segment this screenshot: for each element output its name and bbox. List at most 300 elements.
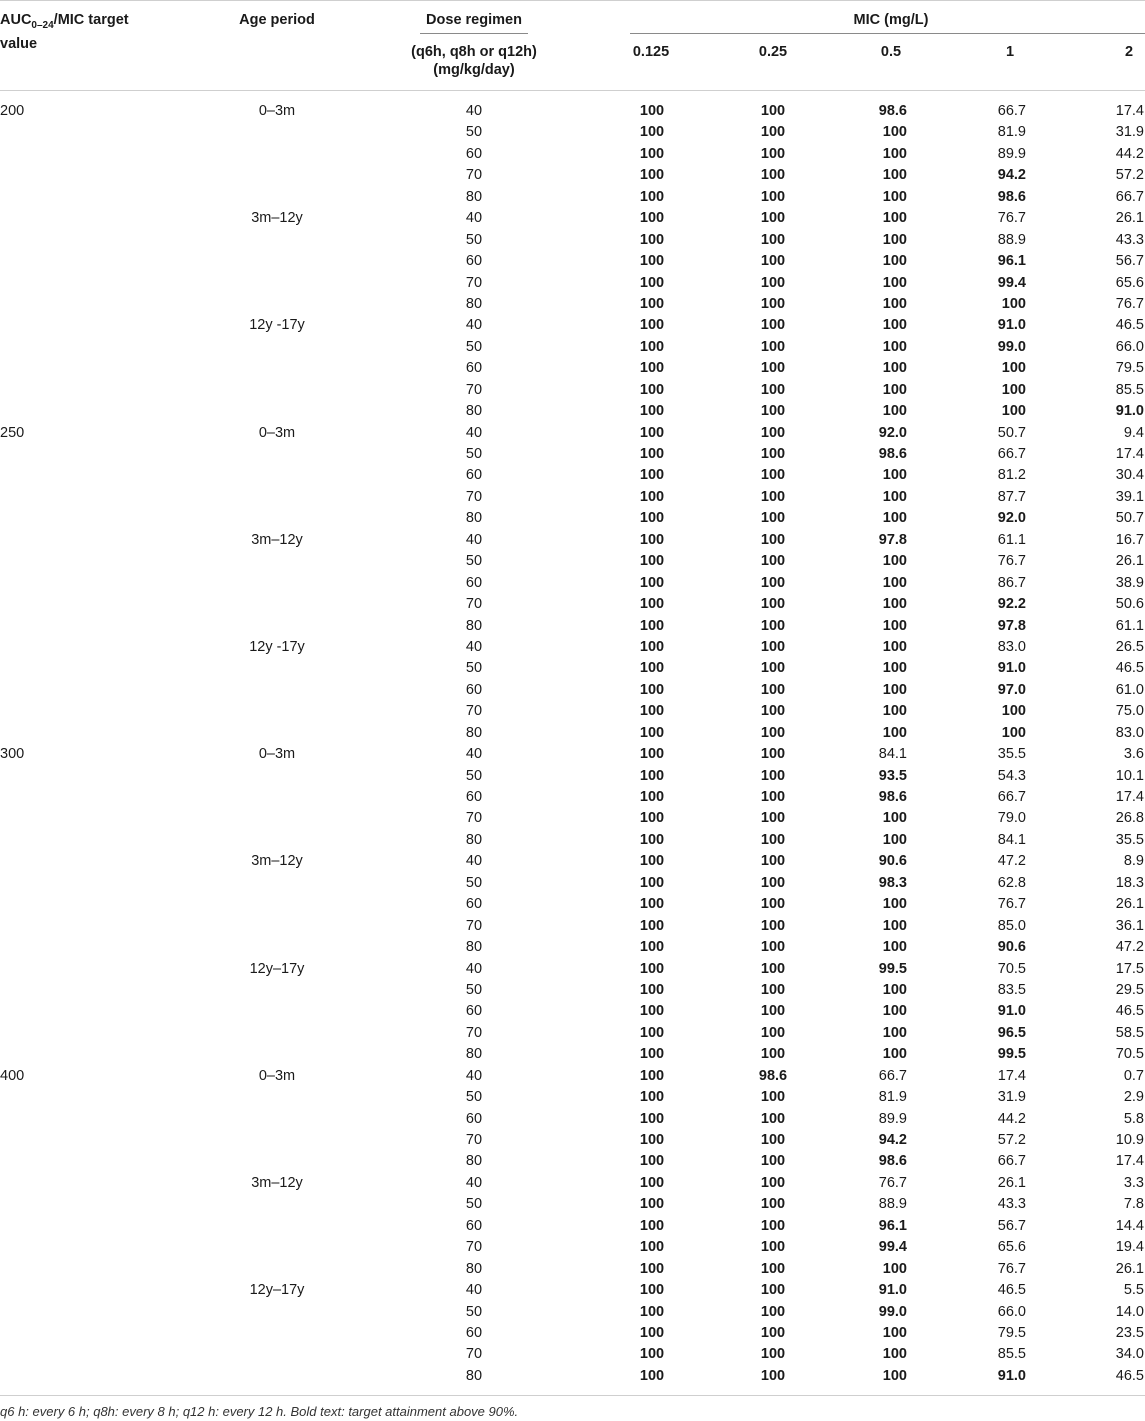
mic-value-cell: 100	[760, 1239, 786, 1256]
mic-value-cell: 61.1	[997, 531, 1026, 548]
table-row	[0, 337, 1145, 358]
mic-value-cell: 17.4	[1115, 1153, 1144, 1170]
table-row	[0, 658, 1145, 679]
mic-value-cell: 35.5	[997, 746, 1026, 763]
mic-value-cell: 100	[882, 724, 907, 741]
mic-value-cell: 100	[760, 917, 786, 934]
mic-value-cell: 92.2	[997, 596, 1026, 613]
mic-value-cell: 100	[760, 1174, 786, 1191]
dose-cell: 70	[465, 1132, 483, 1148]
mic-value-cell: 23.5	[1115, 1324, 1144, 1341]
mic-value-cell: 83.5	[997, 981, 1026, 998]
mic-value-cell: 100	[882, 681, 907, 698]
dose-cell: 80	[465, 831, 483, 848]
mic-value-cell: 100	[639, 703, 665, 720]
mic-value-cell: 100	[639, 810, 665, 827]
table-row	[0, 680, 1145, 701]
mic-value-cell: 100	[882, 981, 907, 998]
mic-value-cell: 100	[639, 1089, 665, 1106]
dose-cell: 80	[465, 1260, 483, 1277]
mic-value-cell: 100	[760, 1217, 786, 1234]
mic-value-cell: 100	[760, 231, 786, 248]
mic-value-cell: 100	[760, 853, 786, 870]
mic-value-cell: 66.7	[878, 1067, 907, 1084]
mic-value-cell: 100	[760, 681, 786, 698]
mic-value-cell: 3.6	[1123, 746, 1144, 763]
mic-value-cell: 100	[882, 274, 907, 291]
header-mic: MIC (mg/L)	[853, 12, 929, 28]
mic-value-cell: 50.7	[997, 424, 1026, 441]
mic-value-cell: 100	[760, 210, 786, 227]
mic-value-cell: 100	[882, 1367, 907, 1384]
mic-value-cell: 100	[882, 360, 907, 377]
mic-value-cell: 100	[760, 188, 786, 205]
mic-value-cell: 100	[760, 295, 786, 312]
mic-value-cell: 100	[1001, 403, 1026, 420]
mic-value-cell: 5.8	[1123, 1110, 1144, 1127]
age-period-cell: 3m–12y	[251, 1174, 303, 1191]
table-row	[0, 1130, 1145, 1151]
dose-cell: 50	[465, 1303, 483, 1320]
mic-value-cell: 100	[882, 488, 907, 505]
mic-value-cell: 98.6	[878, 1153, 907, 1170]
mic-value-cell: 31.9	[997, 1089, 1026, 1106]
table-row	[0, 573, 1145, 594]
mic-value-cell: 100	[760, 103, 786, 119]
mic-value-cell: 76.7	[997, 553, 1026, 570]
mic-value-cell: 100	[882, 831, 907, 848]
table-row	[0, 380, 1145, 401]
mic-value-cell: 100	[639, 360, 665, 377]
dose-cell: 40	[465, 531, 483, 548]
mic-value-cell: 100	[639, 981, 665, 998]
mic-value-cell: 100	[760, 338, 786, 355]
mic-value-cell: 100	[639, 553, 665, 570]
mic-value-cell: 100	[639, 210, 665, 227]
table-row	[0, 830, 1145, 851]
mic-value-cell: 100	[639, 617, 665, 634]
mic-value-cell: 100	[639, 1046, 665, 1063]
dose-cell: 60	[465, 360, 483, 377]
mic-value-cell: 26.1	[1115, 1260, 1144, 1277]
mic-value-cell: 100	[639, 381, 665, 398]
mic-value-cell: 100	[882, 1260, 907, 1277]
table-row	[0, 144, 1145, 165]
table-row	[0, 294, 1145, 315]
mic-value-cell: 100	[882, 596, 907, 613]
mic-value-cell: 36.1	[1115, 917, 1144, 934]
mic-value-cell: 70.5	[1115, 1046, 1144, 1063]
mic-value-cell: 57.2	[1115, 167, 1144, 184]
mic-value-cell: 100	[882, 253, 907, 270]
mic-value-cell: 79.5	[997, 1324, 1026, 1341]
table-row	[0, 1237, 1145, 1258]
mic-value-cell: 97.8	[878, 531, 907, 548]
table-row	[0, 122, 1145, 143]
mic-value-cell: 76.7	[997, 896, 1026, 913]
mic-value-cell: 100	[882, 145, 907, 162]
mic-value-cell: 100	[760, 488, 786, 505]
mic-value-cell: 100	[882, 381, 907, 398]
mic-value-cell: 99.5	[997, 1046, 1026, 1063]
mic-value-cell: 44.2	[997, 1110, 1026, 1127]
mic-value-cell: 100	[639, 896, 665, 913]
mic-value-cell: 100	[760, 1024, 786, 1041]
dose-cell: 50	[465, 446, 483, 462]
dose-underline	[420, 33, 528, 34]
mic-value-cell: 100	[760, 638, 786, 655]
header-bottom-rule	[0, 90, 1145, 91]
mic-value-cell: 100	[760, 1089, 786, 1106]
table-row	[0, 1173, 1145, 1194]
mic-value-cell: 100	[639, 295, 665, 312]
mic-value-cell: 100	[639, 574, 665, 591]
mic-value-cell: 100	[639, 724, 665, 741]
mic-value-cell: 100	[639, 424, 665, 441]
mic-value-cell: 100	[760, 981, 786, 998]
mic-value-cell: 3.3	[1123, 1174, 1144, 1191]
table-row	[0, 1151, 1145, 1172]
mic-value-cell: 100	[639, 488, 665, 505]
dose-cell: 60	[465, 1324, 483, 1341]
mic-value-cell: 85.5	[997, 1346, 1026, 1363]
table-row	[0, 101, 1145, 122]
mic-value-cell: 100	[760, 145, 786, 162]
mic-value-cell: 100	[639, 317, 665, 334]
age-period-cell: 0–3m	[258, 424, 296, 441]
table-row	[0, 1259, 1145, 1280]
dose-cell: 80	[465, 617, 483, 634]
dose-cell: 70	[465, 810, 483, 827]
mic-value-cell: 100	[760, 1003, 786, 1020]
mic-value-cell: 89.9	[878, 1110, 907, 1127]
table-row	[0, 937, 1145, 958]
mic-value-cell: 85.0	[997, 917, 1026, 934]
mic-value-cell: 100	[760, 574, 786, 591]
mic-value-cell: 100	[760, 167, 786, 184]
age-period-cell: 3m–12y	[251, 853, 303, 870]
mic-value-cell: 76.7	[1115, 295, 1144, 312]
mic-value-cell: 100	[882, 338, 907, 355]
mic-value-cell: 100	[1001, 360, 1026, 377]
dose-cell: 70	[465, 488, 483, 505]
mic-value-cell: 100	[882, 553, 907, 570]
dose-cell: 50	[465, 124, 483, 141]
mic-value-cell: 91.0	[878, 1282, 907, 1299]
mic-value-cell: 61.1	[1115, 617, 1144, 634]
dose-cell: 60	[465, 896, 483, 913]
mic-value-cell: 10.9	[1115, 1132, 1144, 1148]
mic-value-cell: 100	[760, 1110, 786, 1127]
table-row	[0, 1216, 1145, 1237]
mic-value-cell: 88.9	[997, 231, 1026, 248]
dose-cell: 50	[465, 553, 483, 570]
dose-cell: 40	[465, 746, 483, 763]
mic-value-cell: 87.7	[997, 488, 1026, 505]
mic-value-cell: 47.2	[1115, 939, 1144, 956]
mic-value-cell: 83.0	[1115, 724, 1144, 741]
mic-value-cell: 100	[639, 660, 665, 677]
mic-value-cell: 100	[882, 1346, 907, 1363]
mic-value-cell: 58.5	[1115, 1024, 1144, 1041]
mic-value-cell: 100	[882, 317, 907, 334]
mic-value-cell: 100	[639, 167, 665, 184]
mic-value-cell: 99.0	[878, 1303, 907, 1320]
mic-value-cell: 96.1	[878, 1217, 907, 1234]
mic-value-cell: 100	[760, 1132, 786, 1148]
table-row	[0, 916, 1145, 937]
mic-value-cell: 100	[882, 510, 907, 527]
dose-cell: 80	[465, 1153, 483, 1170]
dose-cell: 60	[465, 1003, 483, 1020]
mic-value-cell: 62.8	[997, 874, 1026, 891]
mic-value-cell: 75.0	[1115, 703, 1144, 720]
mic-value-cell: 100	[639, 1217, 665, 1234]
mic-value-cell: 100	[760, 253, 786, 270]
mic-value-cell: 86.7	[997, 574, 1026, 591]
mic-value-cell: 100	[760, 1303, 786, 1320]
mic-value-cell: 81.9	[997, 124, 1026, 141]
table-row	[0, 1109, 1145, 1130]
table-row	[0, 508, 1145, 529]
table-row	[0, 766, 1145, 787]
dose-cell: 50	[465, 981, 483, 998]
table-row	[0, 1087, 1145, 1108]
dose-cell: 70	[465, 1239, 483, 1256]
mic-value-cell: 100	[639, 403, 665, 420]
dose-cell: 50	[465, 1089, 483, 1106]
mic-value-cell: 100	[639, 446, 665, 462]
mic-value-cell: 100	[639, 103, 665, 119]
mic-value-cell: 100	[882, 638, 907, 655]
table-row	[0, 444, 1145, 465]
header-mic-2: 0.5	[880, 44, 902, 60]
header-age: Age period	[239, 12, 315, 28]
table-row	[0, 787, 1145, 808]
mic-value-cell: 66.7	[997, 103, 1026, 119]
dose-cell: 40	[465, 1174, 483, 1191]
dose-cell: 60	[465, 574, 483, 591]
mic-underline	[630, 33, 1145, 34]
age-period-cell: 3m–12y	[251, 210, 303, 227]
mic-value-cell: 88.9	[878, 1196, 907, 1213]
mic-value-cell: 46.5	[1115, 660, 1144, 677]
table-row	[0, 165, 1145, 186]
table-row	[0, 465, 1145, 486]
mic-value-cell: 100	[639, 1367, 665, 1384]
dose-cell: 70	[465, 167, 483, 184]
dose-cell: 60	[465, 467, 483, 484]
age-period-cell: 12y -17y	[249, 317, 305, 334]
mic-value-cell: 100	[882, 231, 907, 248]
target-value-cell: 400	[0, 1067, 25, 1084]
mic-value-cell: 17.4	[1115, 789, 1144, 805]
mic-value-cell: 100	[882, 403, 907, 420]
table-row	[0, 230, 1145, 251]
mic-value-cell: 70.5	[997, 960, 1026, 977]
mic-value-cell: 47.2	[997, 853, 1026, 870]
table-row	[0, 594, 1145, 615]
mic-value-cell: 100	[760, 274, 786, 291]
table-row	[0, 551, 1145, 572]
mic-value-cell: 100	[760, 531, 786, 548]
dose-cell: 80	[465, 1046, 483, 1063]
mic-value-cell: 100	[639, 1303, 665, 1320]
mic-value-cell: 57.2	[997, 1132, 1026, 1148]
table-row	[0, 1023, 1145, 1044]
mic-value-cell: 2.9	[1123, 1089, 1144, 1106]
target-value-cell: 250	[0, 424, 25, 441]
mic-value-cell: 100	[882, 124, 907, 141]
dose-cell: 70	[465, 274, 483, 291]
mic-value-cell: 100	[760, 789, 786, 805]
mic-value-cell: 100	[639, 510, 665, 527]
mic-value-cell: 100	[760, 1282, 786, 1299]
mic-value-cell: 100	[760, 1196, 786, 1213]
dose-cell: 60	[465, 1217, 483, 1234]
dose-cell: 40	[465, 317, 483, 334]
mic-value-cell: 50.7	[1115, 510, 1144, 527]
header-dose-sub: (q6h, q8h or q12h) (mg/kg/day)	[411, 44, 537, 78]
table-row	[0, 744, 1145, 765]
dose-cell: 80	[465, 1367, 483, 1384]
mic-value-cell: 100	[882, 1024, 907, 1041]
mic-value-cell: 100	[760, 446, 786, 462]
mic-value-cell: 100	[882, 660, 907, 677]
mic-value-cell: 94.2	[997, 167, 1026, 184]
mic-value-cell: 26.8	[1115, 810, 1144, 827]
dose-cell: 40	[465, 424, 483, 441]
mic-value-cell: 98.6	[758, 1067, 788, 1084]
mic-value-cell: 100	[760, 960, 786, 977]
mic-value-cell: 100	[760, 896, 786, 913]
table-row	[0, 1323, 1145, 1344]
mic-value-cell: 100	[639, 274, 665, 291]
mic-value-cell: 100	[639, 188, 665, 205]
mic-value-cell: 66.7	[997, 446, 1026, 462]
mic-value-cell: 99.5	[878, 960, 907, 977]
age-period-cell: 12y -17y	[249, 638, 305, 655]
mic-value-cell: 100	[639, 831, 665, 848]
mic-value-cell: 90.6	[997, 939, 1026, 956]
dose-cell: 70	[465, 596, 483, 613]
mic-value-cell: 100	[639, 853, 665, 870]
mic-value-cell: 30.4	[1115, 467, 1144, 484]
mic-value-cell: 100	[882, 703, 907, 720]
mic-value-cell: 56.7	[997, 1217, 1026, 1234]
mic-value-cell: 100	[639, 939, 665, 956]
dose-cell: 50	[465, 767, 483, 784]
mic-value-cell: 100	[639, 1239, 665, 1256]
table-row	[0, 723, 1145, 744]
mic-value-cell: 91.0	[997, 660, 1026, 677]
mic-value-cell: 35.5	[1115, 831, 1144, 848]
target-value-cell: 200	[0, 103, 25, 119]
dose-cell: 50	[465, 1196, 483, 1213]
mic-value-cell: 100	[760, 124, 786, 141]
age-period-cell: 0–3m	[258, 1067, 296, 1084]
mic-value-cell: 98.6	[878, 103, 907, 119]
mic-value-cell: 46.5	[1115, 1367, 1144, 1384]
mic-value-cell: 100	[760, 1367, 786, 1384]
table-row	[0, 487, 1145, 508]
dose-cell: 80	[465, 724, 483, 741]
mic-value-cell: 97.8	[997, 617, 1026, 634]
dose-cell: 70	[465, 917, 483, 934]
mic-value-cell: 100	[760, 1153, 786, 1170]
mic-value-cell: 84.1	[997, 831, 1026, 848]
mic-value-cell: 91.0	[997, 317, 1026, 334]
mic-value-cell: 100	[1001, 295, 1026, 312]
mic-value-cell: 100	[882, 1003, 907, 1020]
mic-value-cell: 81.9	[878, 1089, 907, 1106]
mic-value-cell: 100	[639, 231, 665, 248]
mic-value-cell: 26.1	[1115, 553, 1144, 570]
header-mic-1: 0.25	[758, 44, 788, 60]
mic-value-cell: 100	[882, 295, 907, 312]
mic-value-cell: 26.5	[1115, 638, 1144, 655]
footnote: q6 h: every 6 h; q8h: every 8 h; q12 h: every 12 h. Bold text: target attainment above 90%.	[0, 1404, 519, 1419]
mic-value-cell: 100	[760, 381, 786, 398]
dose-cell: 80	[465, 939, 483, 956]
table-row	[0, 358, 1145, 379]
mic-value-cell: 100	[760, 660, 786, 677]
mic-value-cell: 29.5	[1115, 981, 1144, 998]
mic-value-cell: 100	[760, 703, 786, 720]
mic-value-cell: 100	[639, 767, 665, 784]
dose-cell: 60	[465, 1110, 483, 1127]
header-dose: Dose regimen	[426, 12, 522, 28]
mic-value-cell: 100	[760, 360, 786, 377]
dose-cell: 50	[465, 231, 483, 248]
mic-value-cell: 92.0	[878, 424, 907, 441]
dose-cell: 40	[465, 960, 483, 977]
table-row	[0, 1366, 1145, 1387]
mic-value-cell: 99.4	[878, 1239, 907, 1256]
mic-value-cell: 61.0	[1115, 681, 1144, 698]
mic-value-cell: 38.9	[1115, 574, 1144, 591]
mic-value-cell: 100	[882, 917, 907, 934]
mic-value-cell: 100	[760, 317, 786, 334]
mic-value-cell: 93.5	[878, 767, 907, 784]
mic-value-cell: 66.7	[1115, 188, 1144, 205]
dose-cell: 40	[465, 853, 483, 870]
header-mic-3: 1	[1005, 44, 1015, 60]
mic-value-cell: 100	[1001, 724, 1026, 741]
mic-value-cell: 43.3	[1115, 231, 1144, 248]
mic-value-cell: 26.1	[1115, 210, 1144, 227]
mic-value-cell: 44.2	[1115, 145, 1144, 162]
mic-value-cell: 100	[882, 896, 907, 913]
mic-value-cell: 100	[639, 960, 665, 977]
mic-value-cell: 76.7	[997, 1260, 1026, 1277]
header-target: $AUC_{0-24}$/MIC target value	[0, 12, 129, 52]
mic-value-cell: 7.8	[1123, 1196, 1144, 1213]
dose-cell: 50	[465, 338, 483, 355]
table-row	[0, 959, 1145, 980]
mic-value-cell: 100	[639, 638, 665, 655]
mic-value-cell: 8.9	[1123, 853, 1144, 870]
mic-value-cell: 66.0	[997, 1303, 1026, 1320]
table-row	[0, 273, 1145, 294]
mic-value-cell: 66.7	[997, 1153, 1026, 1170]
mic-value-cell: 100	[639, 874, 665, 891]
mic-value-cell: 100	[639, 145, 665, 162]
mic-value-cell: 17.5	[1115, 960, 1144, 977]
mic-value-cell: 100	[882, 167, 907, 184]
mic-value-cell: 96.5	[997, 1024, 1026, 1041]
mic-value-cell: 100	[760, 1346, 786, 1363]
